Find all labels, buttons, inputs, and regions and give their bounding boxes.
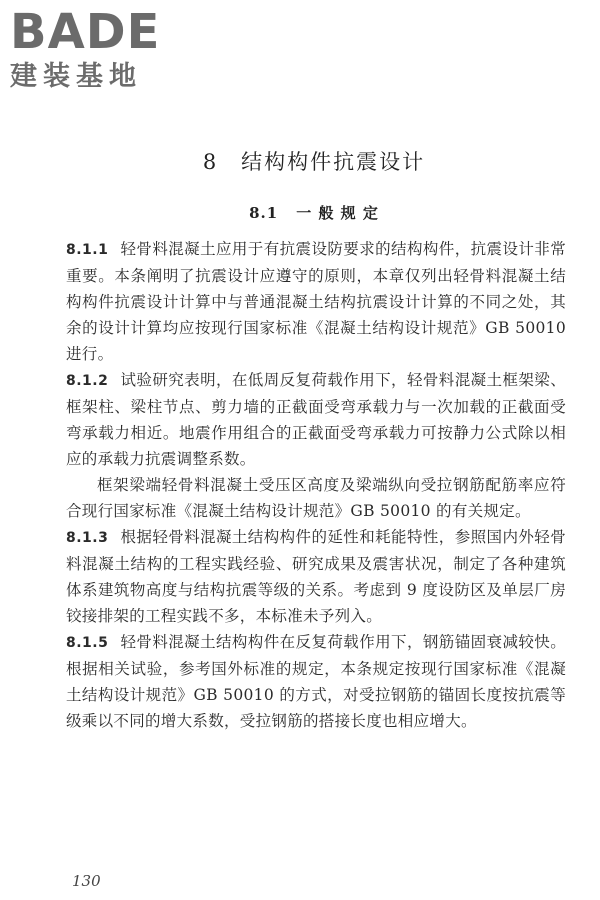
- clause-text: 框架梁端轻骨料混凝土受压区高度及梁端纵向受拉钢筋配筋率应符合现行国家标准《混凝土结构设计规范》GB 50010 的有关规定。: [66, 476, 566, 520]
- bade-logo: [10, 4, 180, 92]
- logo-wordmark: BADE: [10, 4, 161, 60]
- clause-text: 试验研究表明，在低周反复荷载作用下，轻骨料混凝土框架梁、框架柱、梁柱节点、剪力墙的正截面受弯承载力与一次加载的正截面受弯承载力相近。地震作用组合的正截面受弯承载力可按静力公式除以相应的承载力抗震调整系数。: [66, 371, 566, 468]
- page-number: 130: [72, 872, 101, 890]
- clause-paragraph: [66, 367, 566, 472]
- clause-text: 轻骨料混凝土结构构件在反复荷载作用下，钢筋锚固衰减较快。根据相关试验，参考国外标准的规定，本条规定按现行国家标准《混凝土结构设计规范》GB 50010 的方式，对受拉钢筋的锚固长度按抗震等级乘以不同的增大系数，受拉钢筋的搭接长度也相应增大。: [66, 633, 566, 730]
- clause-number: 8.1.2: [66, 373, 109, 389]
- clause-number: 8.1.5: [66, 635, 109, 651]
- section-heading: 一 般 规 定: [296, 204, 379, 222]
- section-title: [14, 202, 600, 223]
- document-body: [66, 236, 566, 734]
- clause-number: 8.1.3: [66, 530, 109, 546]
- logo-subtitle: 建装基地: [10, 61, 142, 92]
- clause-paragraph: [66, 629, 566, 734]
- clause-number: 8.1.1: [66, 242, 109, 258]
- section-number: 8.1: [249, 204, 279, 222]
- clause-paragraph: [66, 236, 566, 367]
- clause-paragraph: [66, 524, 566, 629]
- clause-text: 根据轻骨料混凝土结构构件的延性和耗能特性，参照国内外轻骨料混凝土结构的工程实践经验、研究成果及震害状况，制定了各种建筑体系建筑物高度与结构抗震等级的关系。考虑到 9 度设防区及单层厂房铰接排架的工程实践不多，本标准未予列入。: [66, 528, 566, 625]
- continuation-paragraph: [66, 472, 566, 524]
- chapter-title: 8 结构构件抗震设计: [202, 150, 426, 174]
- clause-text: 轻骨料混凝土应用于有抗震设防要求的结构构件，抗震设计非常重要。本条阐明了抗震设计应遵守的原则，本章仅列出轻骨料混凝土结构构件抗震设计计算中与普通混凝土结构抗震设计计算的不同之处，其余的设计计算均应按现行国家标准《混凝土结构设计规范》GB 50010 进行。: [66, 240, 566, 363]
